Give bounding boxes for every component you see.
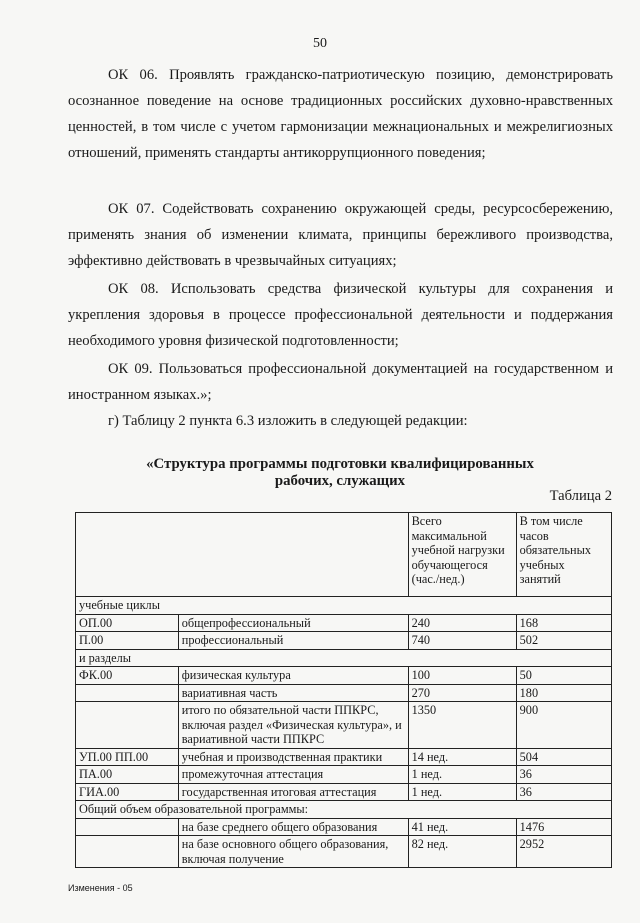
row-code: ГИА.00 (76, 783, 179, 801)
table-header-row (76, 513, 612, 597)
page-number: 50 (313, 36, 327, 51)
row-code (76, 684, 179, 702)
row-total: 41 нед. (408, 818, 516, 836)
row-code: ФК.00 (76, 667, 179, 685)
row-name: вариативная часть (178, 684, 408, 702)
row-name: промежуточная аттестация (178, 766, 408, 784)
row-code: П.00 (76, 632, 179, 650)
row-total: 82 нед. (408, 836, 516, 868)
row-total: 1 нед. (408, 766, 516, 784)
table-row (76, 632, 612, 650)
row-total: 1 нед. (408, 783, 516, 801)
row-code: ПА.00 (76, 766, 179, 784)
row-mandatory: 168 (516, 614, 611, 632)
table-caption: Таблица 2 (549, 488, 612, 504)
row-total: 1350 (408, 702, 516, 749)
table-row (76, 684, 612, 702)
row-label: Общий объем образовательной программы: (76, 801, 612, 819)
table-row (76, 702, 612, 749)
row-mandatory: 900 (516, 702, 611, 749)
row-total: 740 (408, 632, 516, 650)
paragraph-ok07: ОК 07. Содействовать сохранению окружающей среды, ресурсосбережению, применять знания об изменении климата, принципы бережливого производства, эффективно действовать в чрезвычайных ситуациях; (68, 201, 613, 269)
table-row (76, 614, 612, 632)
header-total: Всего максимальной учебной нагрузки обучающегося (час./нед.) (408, 513, 516, 597)
row-mandatory: 1476 (516, 818, 611, 836)
row-label: и разделы (76, 649, 612, 667)
header-empty-cell (76, 513, 409, 597)
row-total: 240 (408, 614, 516, 632)
paragraph-table-instruction: г) Таблицу 2 пункта 6.3 изложить в следующей редакции: (108, 413, 468, 429)
row-code (76, 818, 179, 836)
row-name: физическая культура (178, 667, 408, 685)
table-row (76, 818, 612, 836)
structure-table (75, 512, 612, 868)
row-name: государственная итоговая аттестация (178, 783, 408, 801)
row-code: УП.00 ПП.00 (76, 748, 179, 766)
header-mandatory: В том числе часов обязательных учебных занятий (516, 513, 611, 597)
row-mandatory: 502 (516, 632, 611, 650)
row-mandatory: 36 (516, 766, 611, 784)
row-total: 270 (408, 684, 516, 702)
row-code (76, 702, 179, 749)
table-row (76, 836, 612, 868)
table-row (76, 667, 612, 685)
table-row (76, 748, 612, 766)
paragraph-ok09: ОК 09. Пользоваться профессиональной документацией на государственном и иностранном языках.»; (68, 361, 613, 403)
paragraph-ok08: ОК 08. Использовать средства физической культуры для сохранения и укрепления здоровья в процессе профессиональной деятельности и поддержания необходимого уровня физической подготовленности; (68, 281, 613, 349)
row-name: общепрофессиональный (178, 614, 408, 632)
row-name: на базе основного общего образования, включая получение (178, 836, 408, 868)
row-total: 14 нед. (408, 748, 516, 766)
table-title: «Структура программы подготовки квалифицированных рабочих, служащих (146, 456, 534, 489)
row-label: учебные циклы (76, 597, 612, 615)
row-mandatory: 180 (516, 684, 611, 702)
table-row (76, 801, 612, 819)
row-code: ОП.00 (76, 614, 179, 632)
row-mandatory: 2952 (516, 836, 611, 868)
row-code (76, 836, 179, 868)
row-mandatory: 504 (516, 748, 611, 766)
row-name: учебная и производственная практики (178, 748, 408, 766)
table-row (76, 649, 612, 667)
table-row (76, 766, 612, 784)
row-total: 100 (408, 667, 516, 685)
row-mandatory: 36 (516, 783, 611, 801)
row-name: итого по обязательной части ППКРС, включая раздел «Физическая культура», и вариативной части ППКРС (178, 702, 408, 749)
row-name: на базе среднего общего образования (178, 818, 408, 836)
table-row (76, 597, 612, 615)
footer-note: Изменения - 05 (68, 883, 133, 893)
row-mandatory: 50 (516, 667, 611, 685)
table-row (76, 783, 612, 801)
row-name: профессиональный (178, 632, 408, 650)
paragraph-ok06: ОК 06. Проявлять гражданско-патриотическую позицию, демонстрировать осознанное поведение на основе традиционных российских духовно-нравственных ценностей, в том числе с учетом гармонизации межнациональных и межрелигиозных отношений, применять стандарты антикоррупционного поведения; (68, 67, 613, 161)
